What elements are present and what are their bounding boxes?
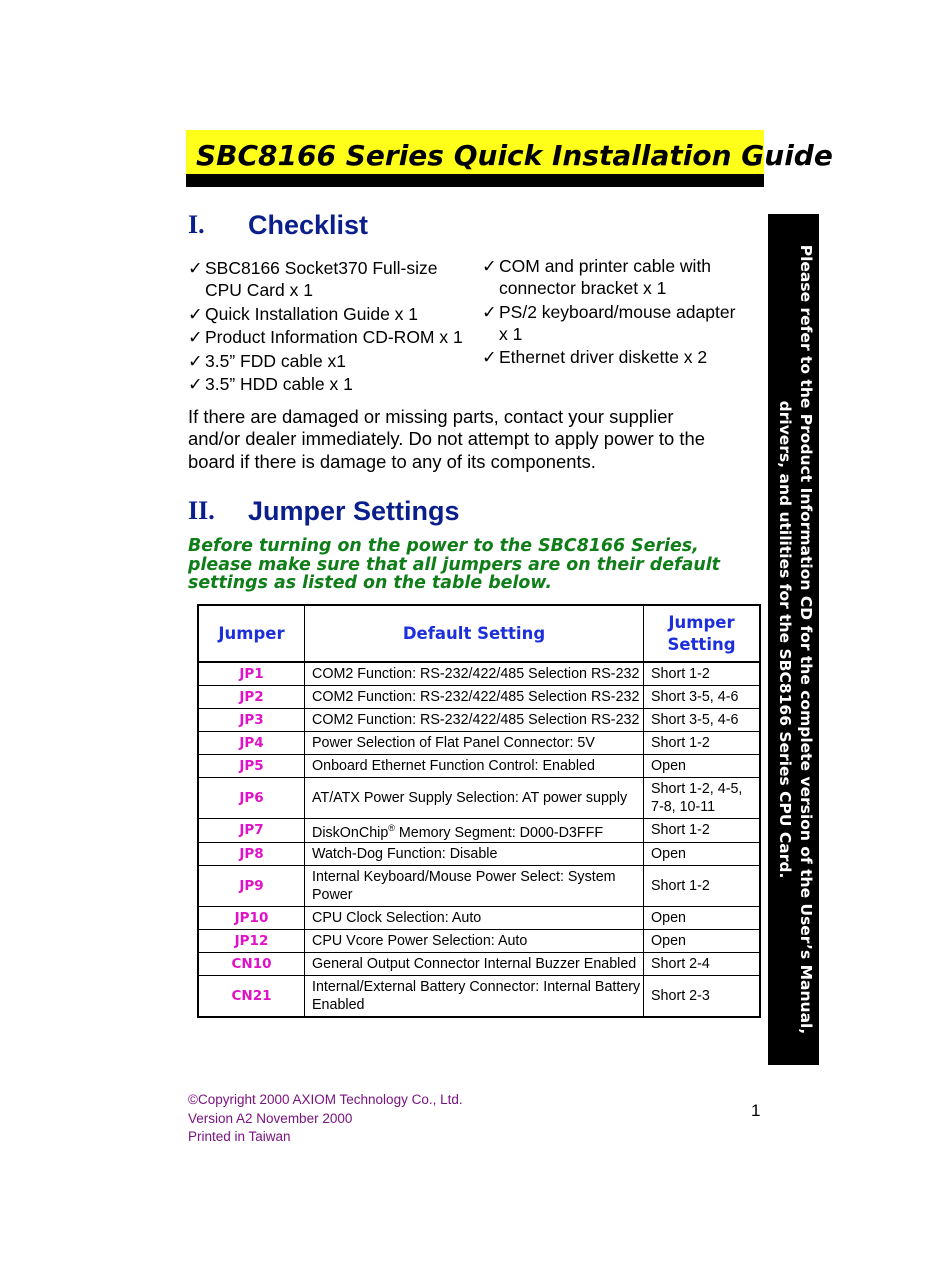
list-item-line: connector bracket x 1 <box>499 278 667 298</box>
jumper-setting: Open <box>644 929 761 952</box>
checkmark-icon: ✓ <box>482 347 497 367</box>
jumper-id: CN10 <box>198 952 305 975</box>
checklist-left <box>188 257 478 397</box>
jumper-id: JP10 <box>198 906 305 929</box>
default-setting: Watch-Dog Function: Disable <box>305 842 644 865</box>
list-item-line: CPU Card x 1 <box>205 280 313 300</box>
list-item <box>482 255 762 299</box>
default-setting: COM2 Function: RS-232/422/485 Selection RS-232 <box>305 662 644 686</box>
default-setting: COM2 Function: RS-232/422/485 Selection RS-232 <box>305 686 644 709</box>
notice-line: and/or dealer immediately. Do not attempt to apply power to the <box>188 428 705 450</box>
jumper-id: JP3 <box>198 709 305 732</box>
table-row <box>198 662 760 686</box>
jumper-id: JP4 <box>198 732 305 755</box>
checkmark-icon: ✓ <box>482 301 497 322</box>
side-note-line: Please refer to the Product Information CD for the complete version of the User’s Manual, <box>797 244 815 1035</box>
checkmark-icon: ✓ <box>188 374 203 394</box>
copyright-notice <box>188 1091 463 1147</box>
header-line: Setting <box>667 634 736 654</box>
list-item <box>188 350 478 372</box>
checkmark-icon: ✓ <box>482 256 497 276</box>
list-item-line: 3.5” FDD cable x1 <box>205 350 347 371</box>
table-row <box>198 755 760 778</box>
jumper-id: JP5 <box>198 755 305 778</box>
header-line: Jumper <box>668 612 735 632</box>
jumper-id: JP6 <box>198 778 305 819</box>
version-line: Version A2 November 2000 <box>188 1110 353 1126</box>
default-setting: CPU Vcore Power Selection: Auto <box>305 929 644 952</box>
table-row <box>198 819 760 843</box>
setting-line: Enabled <box>312 996 365 1013</box>
default-setting: COM2 Function: RS-232/422/485 Selection RS-232 <box>305 709 644 732</box>
table-row <box>198 842 760 865</box>
table-row <box>198 906 760 929</box>
checkmark-icon: ✓ <box>188 258 203 278</box>
table-row <box>198 709 760 732</box>
jumper-id: JP1 <box>198 662 305 686</box>
checkmark-icon: ✓ <box>188 350 203 371</box>
list-item-line: PS/2 keyboard/mouse adapter <box>499 301 736 322</box>
printed-line: Printed in Taiwan <box>188 1129 291 1144</box>
warning-line: please make sure that all jumpers are on their default <box>188 554 720 575</box>
setting-line: Power <box>312 886 353 903</box>
notice-line: board if there is damage to any of its components. <box>188 450 596 472</box>
jumper-id: JP12 <box>198 929 305 952</box>
jumper-id: JP7 <box>198 819 305 843</box>
default-setting <box>305 975 644 1017</box>
column-header-jumper: Jumper <box>198 605 305 662</box>
setting-line: 7-8, 10-11 <box>651 799 716 815</box>
default-setting: CPU Clock Selection: Auto <box>305 906 644 929</box>
jumper-setting: Open <box>644 906 761 929</box>
default-setting <box>305 865 644 906</box>
default-setting: Onboard Ethernet Function Control: Enabled <box>305 755 644 778</box>
copyright-line: ©Copyright 2000 AXIOM Technology Co., Ltd. <box>188 1092 463 1107</box>
jumper-id: JP9 <box>198 865 305 906</box>
jumper-setting <box>644 778 761 819</box>
list-item <box>188 257 478 301</box>
jumper-setting: Short 1-2 <box>644 662 761 686</box>
column-header-jumper-setting <box>644 605 761 662</box>
list-item-line: SBC8166 Socket370 Full-size <box>205 258 438 278</box>
section-title: Jumper Settings <box>248 496 460 526</box>
registered-mark: ® <box>388 823 395 833</box>
setting-line: Short 1-2, 4-5, <box>651 781 743 797</box>
damage-notice <box>188 406 768 473</box>
warning-line: Before turning on the power to the SBC8166 Series, <box>188 536 699 556</box>
checkmark-icon: ✓ <box>188 327 203 347</box>
jumper-setting: Short 3-5, 4-6 <box>644 709 761 732</box>
notice-line: If there are damaged or missing parts, contact your supplier <box>188 406 674 427</box>
list-item <box>188 303 478 325</box>
table-row <box>198 929 760 952</box>
jumper-setting: Short 2-4 <box>644 952 761 975</box>
list-item-line: Quick Installation Guide x 1 <box>205 303 419 324</box>
checkmark-icon: ✓ <box>188 303 203 324</box>
section-number: II. <box>188 496 215 525</box>
setting-text: Memory Segment: D000-D3FFF <box>394 824 604 841</box>
default-setting <box>305 819 644 843</box>
setting-text: DiskOnChip <box>312 824 389 841</box>
side-note-banner <box>768 214 819 1065</box>
side-note-line: drivers, and utilities for the SBC8166 Series CPU Card. <box>776 400 794 879</box>
jumper-setting: Open <box>644 842 761 865</box>
table-row <box>198 732 760 755</box>
default-setting: Power Selection of Flat Panel Connector: 5V <box>305 732 644 755</box>
table-header-row <box>198 605 760 662</box>
jumper-id: JP2 <box>198 686 305 709</box>
table-row <box>198 975 760 1017</box>
setting-line: Internal Keyboard/Mouse Power Select: System <box>312 868 616 885</box>
list-item-line: Product Information CD-ROM x 1 <box>205 327 463 347</box>
list-item-line: 3.5” HDD cable x 1 <box>205 374 353 394</box>
jumper-id: CN21 <box>198 975 305 1017</box>
list-item <box>188 326 478 348</box>
table-row <box>198 778 760 819</box>
default-setting: General Output Connector Internal Buzzer Enabled <box>305 952 644 975</box>
section-title: Checklist <box>248 210 369 240</box>
jumper-setting: Short 2-3 <box>644 975 761 1017</box>
jumper-setting: Short 3-5, 4-6 <box>644 686 761 709</box>
list-item <box>482 301 762 345</box>
jumper-warning <box>188 537 768 593</box>
list-item <box>482 346 762 368</box>
jumper-setting: Short 1-2 <box>644 819 761 843</box>
jumper-setting: Short 1-2 <box>644 865 761 906</box>
list-item-line: x 1 <box>499 323 523 344</box>
page-title: SBC8166 Series Quick Installation Guide <box>196 139 833 172</box>
jumper-id: JP8 <box>198 842 305 865</box>
jumper-setting: Short 1-2 <box>644 732 761 755</box>
section-number: I. <box>188 210 205 239</box>
side-note-text <box>768 214 819 1065</box>
default-setting: AT/ATX Power Supply Selection: AT power supply <box>305 778 644 819</box>
setting-line: Internal/External Battery Connector: Internal Battery <box>312 978 641 995</box>
table-row <box>198 686 760 709</box>
list-item <box>188 373 478 395</box>
jumper-table <box>197 604 761 1018</box>
table-row <box>198 865 760 906</box>
column-header-default-setting: Default Setting <box>305 605 644 662</box>
page-number: 1 <box>751 1101 761 1120</box>
warning-line: settings as listed on the table below. <box>188 573 552 593</box>
list-item-line: Ethernet driver diskette x 2 <box>499 347 708 367</box>
jumper-setting: Open <box>644 755 761 778</box>
checklist-right <box>482 255 762 370</box>
list-item-line: COM and printer cable with <box>499 256 712 276</box>
table-row <box>198 952 760 975</box>
